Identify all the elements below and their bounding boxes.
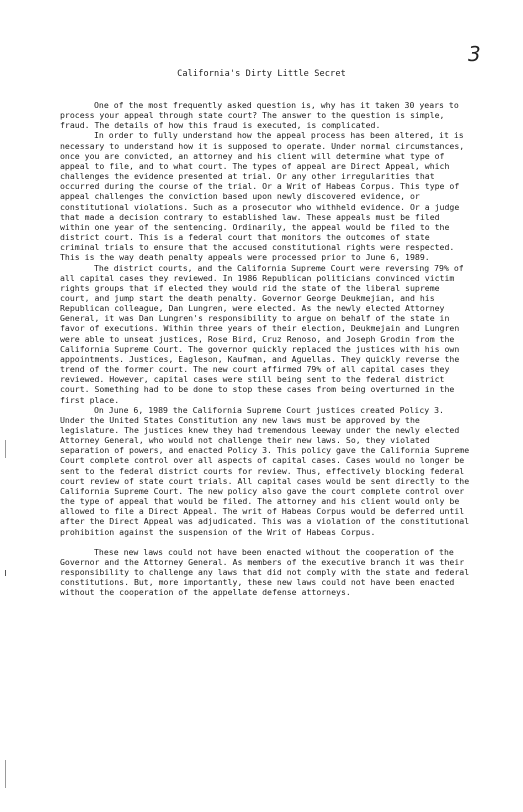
paragraph-2: In order to fully understand how the appeal process has been altered, it is necessary to understand how it is supposed to operate. Under normal circumstances, once you are convicted, an attorney and his client will determine what type of appeal to file, and to what court. The types of appeal are Direct Appeal, which challenges the evidence presented at trial. Or any other irregularities that occurred during the course of the trial. Or a Writ of Habeas Corpus. This type of appeal challenges the conviction based upon newly discovered evidence, or constitutional violations. Such as a prosecutor who withheld evidence. Or a judge that made a decision contrary to established law. These appeals must be filed within one year of the sentencing. Ordinarily, the appeal would be filed to the district court. This is a federal court that monitors the outcomes of state criminal trials to ensure that the accused constitutional rights were respected. This is the way death penalty appeals were processed prior to June 6, 1989. — [60, 130, 465, 263]
paragraph-3: The district courts, and the California Supreme Court were reversing 79% of all capital cases they reviewed. In 1986 Republican politicians convinced victim rights groups that if elected they would rid the state of the liberal supreme court, and jump start the death penalty. Governor George Deukmejian, and his Republican colleague, Dan Lungren, were elected. As the newly elected Attorney General, it was Dan Lungren's responsibility to argue on behalf of the state in favor of executions. Within three years of their election, Deukmejain and Lungren were able to unseat justices, Rose Bird, Cruz Renoso, and Joseph Grodin from the California Supreme Court. The governor quickly replaced the justices with his own appointments. Justices, Eagleson, Kaufman, and Aguellas. They quickly reverse the trend of the former court. The new court affirmed 79% of all capital cases they reviewed. However, capital cases were still being sent to the federal district court. Something had to be done to stop these cases from being overturned in the first place. — [60, 262, 464, 405]
paragraph-4: On June 6, 1989 the California Supreme Court justices created Policy 3. Under the United States Constitution any new laws must be approved by the legislature. The justices knew they had tremendous leeway under the newly elected Attorney General, who would not challenge their new laws. So, they violated separation of powers, and enacted Policy 3. This policy gave the California Supreme Court complete control over all aspects of capital cases. Cases would no longer be sent to the federal district courts for review. Thus, effectively blocking federal court review of state court trials. All capital cases would be sent directly to the California Supreme Court. The new policy also gave the court complete control over the type of appeal that would be filed. The attorney and his client would only be allowed to file a Direct Appeal. The writ of Habeas Corpus would be deferred until after the Direct Appeal was adjudicated. This was a violation of the constitutional prohibition against the suspension of the Writ of Habeas Corpus. — [60, 404, 470, 537]
scan-artifact — [5, 440, 6, 458]
paragraph-5: These new laws could not have been enacted without the cooperation of the Governor and the Attorney General. As members of the executive branch it was their responsibility to challenge any laws that did not comply with the state and federal constitutions. But, more importantly, these new laws could not have been enacted without the cooperation of the appellate defense attorneys. — [60, 546, 470, 598]
document-title: California's Dirty Little Secret — [177, 69, 346, 79]
scan-artifact — [5, 760, 6, 788]
document-body — [60, 100, 472, 598]
scan-artifact — [5, 570, 6, 576]
page-number: 3 — [468, 42, 481, 66]
paragraph-1: One of the most frequently asked question is, why has it taken 30 years to process your appeal through state court? The answer to the question is simple, fraud. The details of how this fraud is executed, is complicated. — [60, 100, 459, 131]
